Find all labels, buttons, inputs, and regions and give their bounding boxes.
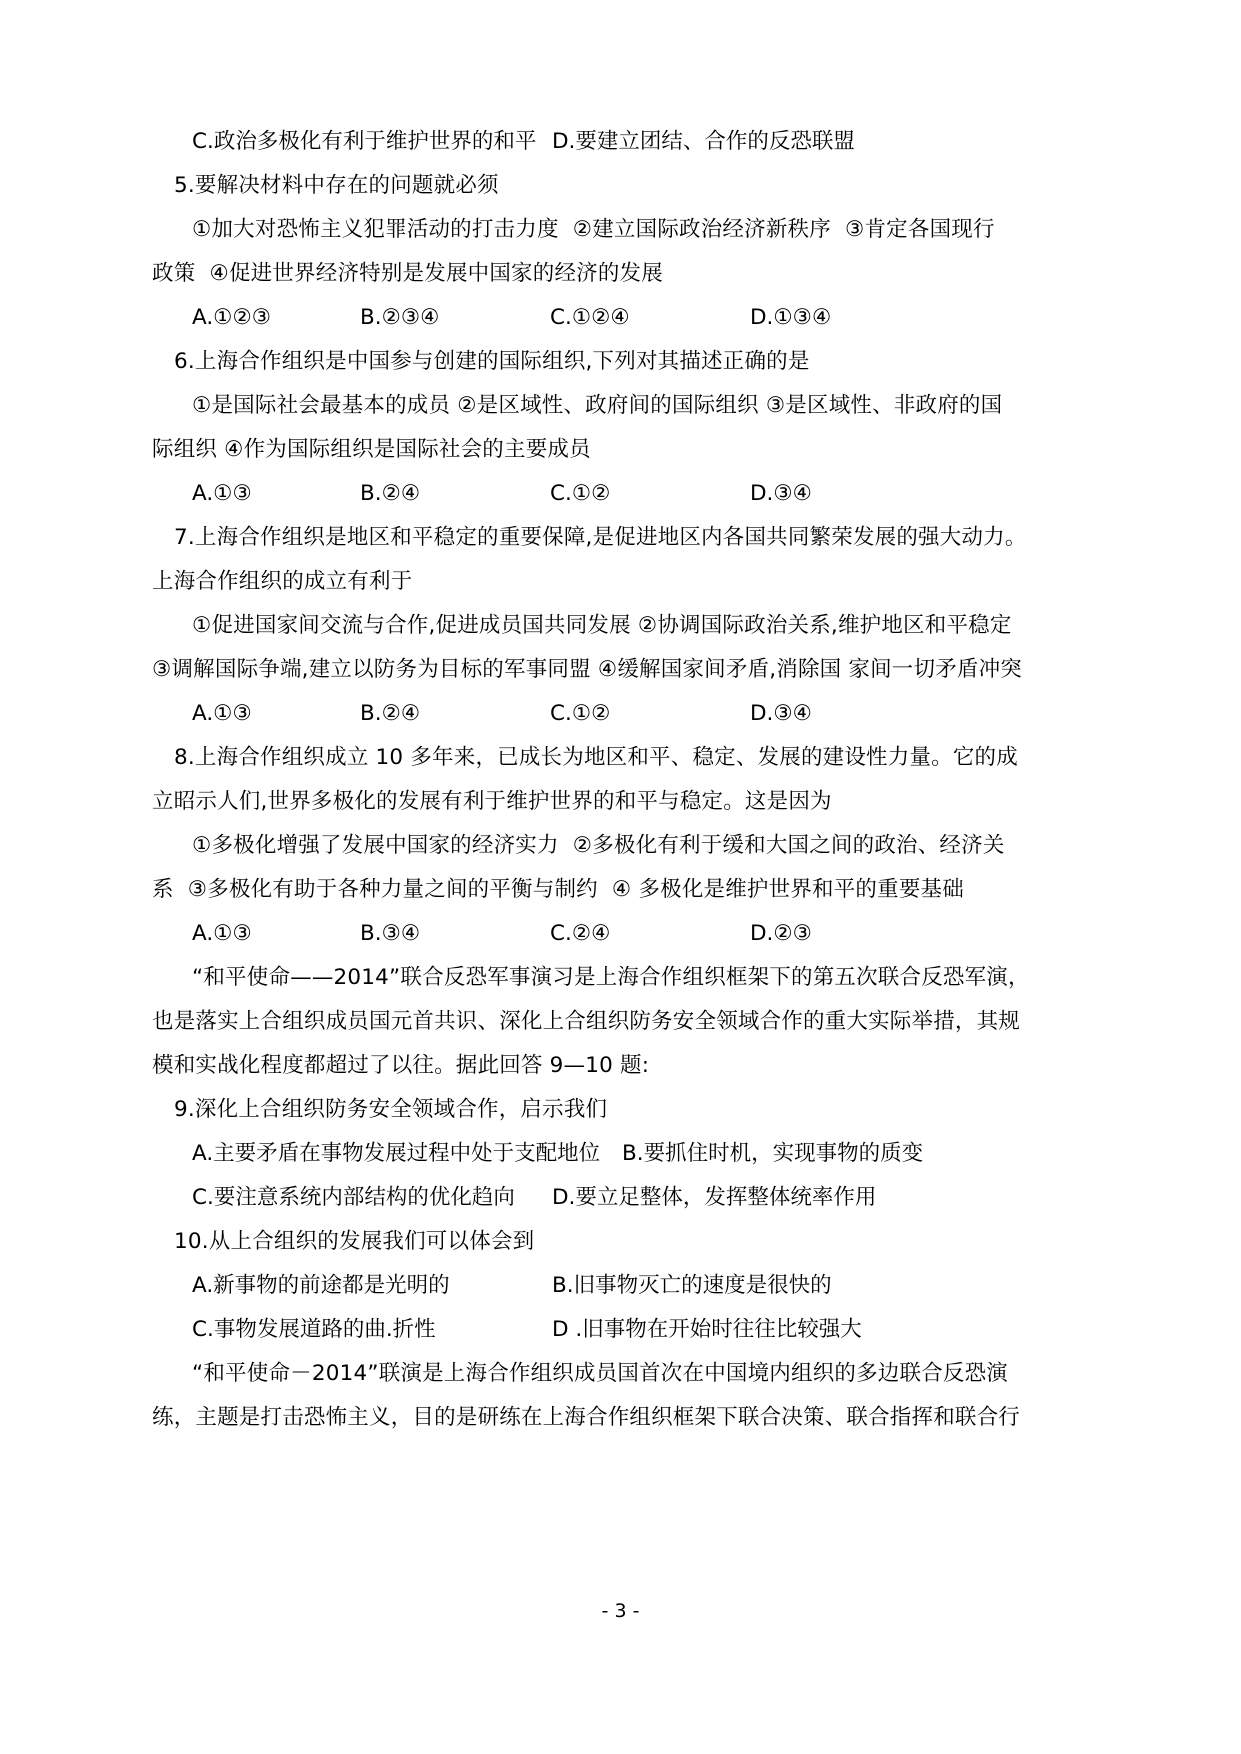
q8-items-cont: 系 ③多极化有助于各种力量之间的平衡与制约 ④ 多极化是维护世界和平的重要基础 <box>152 877 964 902</box>
option-a: A.①②③ <box>192 305 271 330</box>
page-number: - 3 - <box>601 1600 640 1622</box>
q10-stem: 10.从上合组织的发展我们可以体会到 <box>174 1229 535 1254</box>
q9-options-cd <box>152 1176 1090 1220</box>
q7-items-cont: ③调解国际争端,建立以防务为目标的军事同盟 ④缓解国家间矛盾,消除国 家间一切矛盾冲突 <box>152 657 1022 682</box>
q10-options-ab <box>152 1264 1090 1308</box>
material2-line1: “和平使命——2014”联合反恐军事演习是上海合作组织框架下的第五次联合反恐军演， <box>192 965 1030 990</box>
material2-line2: 也是落实上合组织成员国元首共识、深化上合组织防务安全领域合作的重大实际举措，其规 <box>152 1009 1021 1034</box>
q5-items: ①加大对恐怖主义犯罪活动的打击力度 ②建立国际政治经济新秩序 ③肯定各国现行 <box>192 217 995 242</box>
material2-line3: 模和实战化程度都超过了以往。据此回答 9—10 题: <box>152 1053 650 1078</box>
q7-stem-cont: 上海合作组织的成立有利于 <box>152 569 413 594</box>
option-c: C.要注意系统内部结构的优化趋向 <box>192 1185 515 1210</box>
q7-items: ①促进国家间交流与合作,促进成员国共同发展 ②协调国际政治关系,维护地区和平稳定 <box>192 613 1012 638</box>
option-b: B.③④ <box>360 921 421 946</box>
q7-options <box>152 692 1090 736</box>
option-a: A.①③ <box>192 701 252 726</box>
option-c: C.事物发展道路的曲.折性 <box>192 1317 436 1342</box>
option-b: B.要抓住时机，实现事物的质变 <box>622 1141 924 1166</box>
q8-options <box>152 912 1090 956</box>
option-d: D.要立足整体，发挥整体统率作用 <box>552 1185 877 1210</box>
option-d: D .旧事物在开始时往往比较强大 <box>552 1317 862 1342</box>
q9-stem: 9.深化上合组织防务安全领域合作，启示我们 <box>174 1097 608 1122</box>
q6-items: ①是国际社会最基本的成员 ②是区域性、政府间的国际组织 ③是区域性、非政府的国 <box>192 393 1003 418</box>
q5-stem: 5.要解决材料中存在的问题就必须 <box>174 173 499 198</box>
page-content <box>152 120 1090 1440</box>
q5-items-cont: 政策 ④促进世界经济特别是发展中国家的经济的发展 <box>152 261 663 286</box>
option-a: A.①③ <box>192 481 252 506</box>
option-d: D.①③④ <box>750 305 832 330</box>
q6-items-cont: 际组织 ④作为国际组织是国际社会的主要成员 <box>152 437 591 462</box>
option-d: D.②③ <box>750 921 812 946</box>
material3-line1: “和平使命－2014”联演是上海合作组织成员国首次在中国境内组织的多边联合反恐演 <box>192 1361 1008 1386</box>
q6-options <box>152 472 1090 516</box>
q6-stem: 6.上海合作组织是中国参与创建的国际组织,下列对其描述正确的是 <box>174 349 810 374</box>
q8-items: ①多极化增强了发展中国家的经济实力 ②多极化有利于缓和大国之间的政治、经济关 <box>192 833 1005 858</box>
option-c: C.①② <box>550 701 611 726</box>
option-c: C.①② <box>550 481 611 506</box>
q4-options-cd <box>152 120 1090 164</box>
option-b: B.②④ <box>360 481 421 506</box>
q9-options-ab <box>152 1132 1090 1176</box>
option-c: C.政治多极化有利于维护世界的和平 <box>192 129 537 154</box>
option-a: A.①③ <box>192 921 252 946</box>
option-a: A.主要矛盾在事物发展过程中处于支配地位 <box>192 1141 601 1166</box>
q10-options-cd <box>152 1308 1090 1352</box>
q8-stem-cont: 立昭示人们,世界多极化的发展有利于维护世界的和平与稳定。这是因为 <box>152 789 832 814</box>
option-d: D.要建立团结、合作的反恐联盟 <box>552 129 855 154</box>
option-a: A.新事物的前途都是光明的 <box>192 1273 450 1298</box>
option-b: B.旧事物灭亡的速度是很快的 <box>552 1273 832 1298</box>
q8-stem: 8.上海合作组织成立 10 多年来，已成长为地区和平、稳定、发展的建设性力量。它的成 <box>174 745 1018 770</box>
option-d: D.③④ <box>750 701 812 726</box>
option-b: B.②③④ <box>360 305 440 330</box>
material3-line2: 练，主题是打击恐怖主义，目的是研练在上海合作组织框架下联合决策、联合指挥和联合行 <box>152 1405 1021 1430</box>
option-b: B.②④ <box>360 701 421 726</box>
option-c: C.①②④ <box>550 305 630 330</box>
q5-options <box>152 296 1090 340</box>
option-d: D.③④ <box>750 481 812 506</box>
q7-stem: 7.上海合作组织是地区和平稳定的重要保障,是促进地区内各国共同繁荣发展的强大动力。 <box>174 525 1027 550</box>
option-c: C.②④ <box>550 921 611 946</box>
